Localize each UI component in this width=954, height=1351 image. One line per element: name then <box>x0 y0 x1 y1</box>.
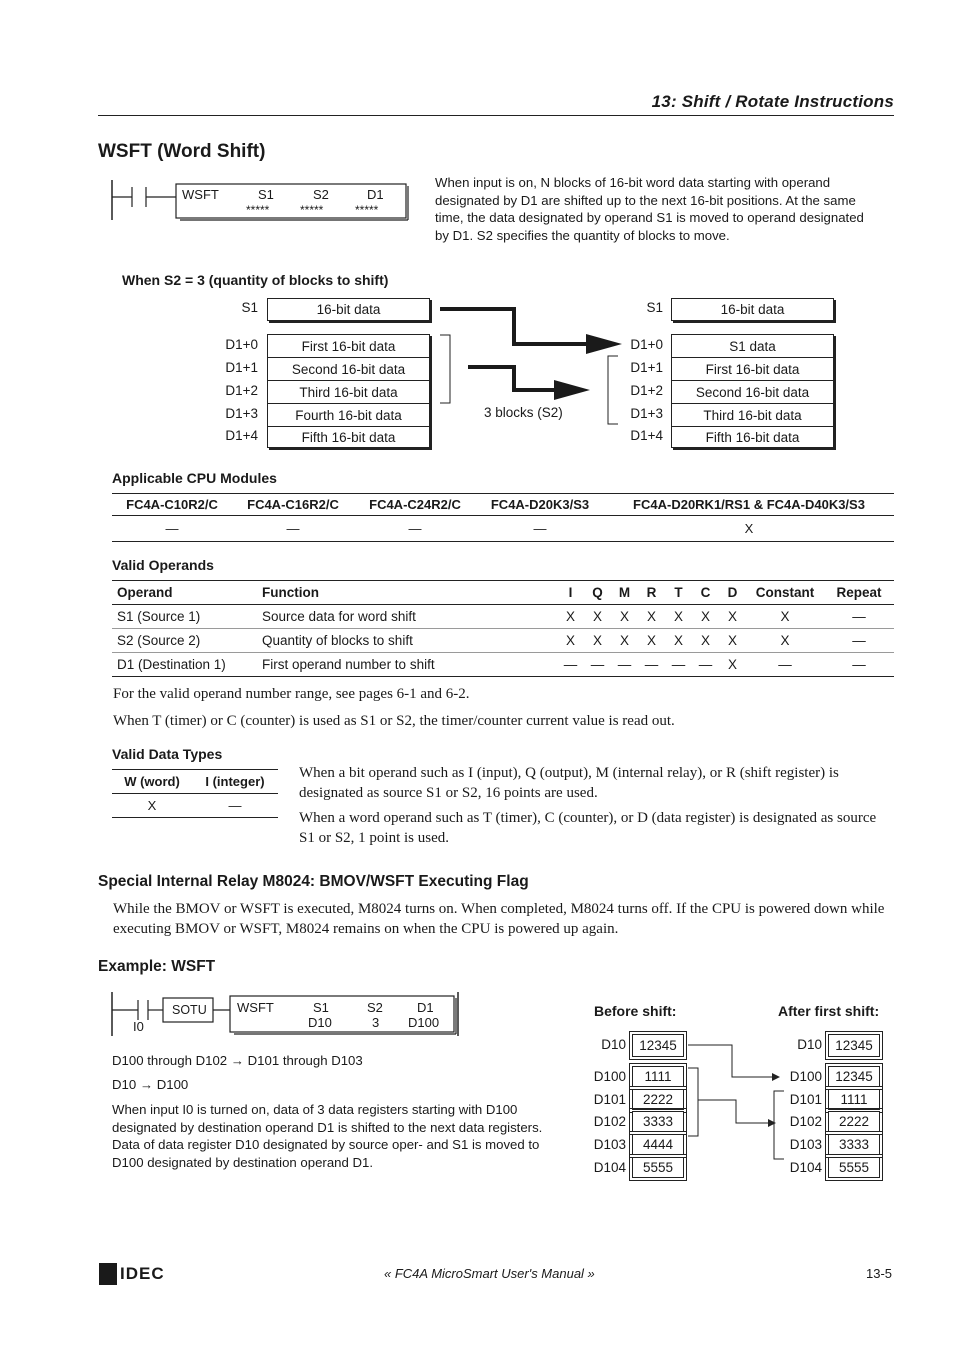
data-type-value: X <box>112 794 192 818</box>
cpu-modules-table <box>112 493 894 542</box>
operand-header: D <box>719 581 746 605</box>
before-label: D1+4 <box>225 428 258 443</box>
before-reg-value: 3333 <box>632 1111 684 1132</box>
example-value-s1: D10 <box>308 1015 332 1030</box>
operand-cell: X <box>584 605 611 629</box>
after-s1-label: S1 <box>646 300 663 315</box>
after-reg-label: D101 <box>789 1092 822 1107</box>
before-reg-label: D10 <box>601 1037 626 1052</box>
after-s1-box: 16-bit data <box>671 298 834 321</box>
after-data-cell: Second 16-bit data <box>671 380 834 403</box>
before-data-cell: Fifth 16-bit data <box>267 426 430 448</box>
before-reg-label: D100 <box>593 1069 626 1084</box>
before-reg-label: D102 <box>593 1114 626 1129</box>
footer-manual: « FC4A MicroSmart User's Manual » <box>384 1266 595 1281</box>
operand-cell: — <box>824 653 894 677</box>
cpu-header: FC4A-D20K3/S3 <box>476 494 604 516</box>
ladder-value-d1: ***** <box>355 203 379 217</box>
after-data-cell: Third 16-bit data <box>671 403 834 426</box>
operand-header: M <box>611 581 638 605</box>
ladder-operand-d1: D1 <box>367 187 384 202</box>
cpu-header: FC4A-C24R2/C <box>354 494 476 516</box>
cpu-value: — <box>476 516 604 542</box>
cpu-header: FC4A-C16R2/C <box>232 494 354 516</box>
before-shadow <box>430 336 432 450</box>
before-reg-value: 2222 <box>632 1089 684 1110</box>
after-reg-value: 12345 <box>828 1066 880 1087</box>
operand-cell: X <box>665 629 692 653</box>
example-value-d1: D100 <box>408 1015 440 1030</box>
operand-cell: X <box>611 605 638 629</box>
operand-header: Q <box>584 581 611 605</box>
before-data-cell: Second 16-bit data <box>267 357 430 380</box>
after-reg-value: 5555 <box>828 1157 880 1178</box>
operand-cell: X <box>746 629 824 653</box>
before-label: D1+1 <box>225 360 258 375</box>
after-label: D1+2 <box>630 383 663 398</box>
after-shift-title: After first shift: <box>778 1003 880 1019</box>
operand-cell: Quantity of blocks to shift <box>257 629 557 653</box>
operand-cell: — <box>638 653 665 677</box>
operand-cell: X <box>665 605 692 629</box>
cpu-value: X <box>604 516 894 542</box>
operand-cell: — <box>824 605 894 629</box>
example-value-s2: 3 <box>372 1015 380 1030</box>
ladder-operand-s1: S1 <box>258 187 274 202</box>
operand-header: Function <box>257 581 557 605</box>
example-title: Example: WSFT <box>98 958 216 975</box>
idec-logo <box>100 1264 165 1284</box>
operand-cell: X <box>611 629 638 653</box>
special-relay-text: While the BMOV or WSFT is executed, M8024 turns on. When completed, M8024 turns off. If the CPU is powered down while executing BMOV or WSFT, M8024 remains on when the CPU is powered up again. <box>113 901 885 937</box>
cpu-header: FC4A-C10R2/C <box>112 494 232 516</box>
operand-cell: X <box>692 605 719 629</box>
operand-cell: S1 (Source 1) <box>112 605 257 629</box>
example-mnemonic: WSFT <box>237 1000 274 1015</box>
before-shift-title: Before shift: <box>594 1003 677 1019</box>
example-sotu: SOTU <box>172 1003 207 1017</box>
after-label: D1+4 <box>630 428 663 443</box>
operand-cell: S2 (Source 2) <box>112 629 257 653</box>
data-type-header: W (word) <box>112 770 192 794</box>
after-reg-label: D104 <box>789 1160 822 1175</box>
operand-header: Operand <box>112 581 257 605</box>
data-type-value: — <box>192 794 278 818</box>
after-shadow <box>834 336 836 450</box>
example-operand-d1: D1 <box>417 1000 434 1015</box>
section-description: When input is on, N blocks of 16-bit word data starting with operand designated by D1 are shifted up to the next 16-bit positions. At the same time, the data designated by operand S1 is moved to operand designated by D1. S2 specifies the quantity of blocks to move. <box>435 175 864 243</box>
after-reg-value: 12345 <box>828 1034 880 1057</box>
operand-row <box>112 653 894 677</box>
shift-diagram-title: When S2 = 3 (quantity of blocks to shift) <box>122 272 389 288</box>
before-reg-value: 12345 <box>632 1034 684 1057</box>
data-type-header: I (integer) <box>192 770 278 794</box>
operand-cell: X <box>719 605 746 629</box>
operand-note-1: For the valid operand number range, see pages 6-1 and 6-2. <box>113 686 470 702</box>
before-label: D1+2 <box>225 383 258 398</box>
after-reg-value: 1111 <box>828 1089 880 1110</box>
after-data-cell: Fifth 16-bit data <box>671 426 834 448</box>
operand-cell: X <box>719 629 746 653</box>
before-shadow <box>269 448 432 450</box>
before-s1-box: 16-bit data <box>267 298 430 321</box>
special-relay-title: Special Internal Relay M8024: BMOV/WSFT Executing Flag <box>98 873 529 890</box>
ladder-value-s1: ***** <box>246 203 270 217</box>
operand-header: I <box>557 581 584 605</box>
after-reg-label: D103 <box>789 1137 822 1152</box>
operand-cell: — <box>665 653 692 677</box>
after-data-cell: S1 data <box>671 334 834 357</box>
example-input-label: I0 <box>133 1019 144 1034</box>
cpu-value: — <box>354 516 476 542</box>
after-label: D1+3 <box>630 406 663 421</box>
valid-operands-title: Valid Operands <box>112 557 214 573</box>
ladder-value-s2: ***** <box>300 203 324 217</box>
after-reg-value: 2222 <box>828 1111 880 1132</box>
operand-header: Repeat <box>824 581 894 605</box>
operand-header: C <box>692 581 719 605</box>
before-s1-label: S1 <box>241 300 258 315</box>
before-reg-label: D103 <box>593 1137 626 1152</box>
example-operand-s2: S2 <box>367 1000 383 1015</box>
after-reg-value: 3333 <box>828 1134 880 1155</box>
operand-cell: Source data for word shift <box>257 605 557 629</box>
operand-cell: First operand number to shift <box>257 653 557 677</box>
section-title: WSFT (Word Shift) <box>98 141 266 162</box>
before-data-cell: Third 16-bit data <box>267 380 430 403</box>
example-line-2: D10 → D100 <box>112 1077 189 1092</box>
operand-cell: — <box>557 653 584 677</box>
before-reg-value: 1111 <box>632 1066 684 1087</box>
operand-cell: — <box>746 653 824 677</box>
before-reg-label: D101 <box>593 1092 626 1107</box>
operand-cell: X <box>746 605 824 629</box>
operand-cell: — <box>824 629 894 653</box>
cpu-header: FC4A-D20RK1/RS1 & FC4A-D40K3/S3 <box>604 494 894 516</box>
operand-row <box>112 605 894 629</box>
data-types-text-2: When a word operand such as T (timer), C (counter), or D (data register) is designated as source S1 or S2, 1 point is used. <box>299 810 877 846</box>
operand-header: T <box>665 581 692 605</box>
valid-operands-table <box>112 580 894 677</box>
blocks-label: 3 blocks (S2) <box>484 405 563 420</box>
example-operand-s1: S1 <box>313 1000 329 1015</box>
operand-header: R <box>638 581 665 605</box>
operand-cell: D1 (Destination 1) <box>112 653 257 677</box>
after-reg-label: D100 <box>789 1069 822 1084</box>
after-reg-label: D102 <box>789 1114 822 1129</box>
ladder-mnemonic: WSFT <box>182 187 219 202</box>
operand-cell: X <box>584 629 611 653</box>
operand-cell: — <box>584 653 611 677</box>
operand-cell: X <box>638 605 665 629</box>
operand-header: Constant <box>746 581 824 605</box>
idec-logo-text: IDEC <box>120 1264 165 1283</box>
before-label: D1+3 <box>225 406 258 421</box>
operand-row <box>112 629 894 653</box>
before-reg-value: 5555 <box>632 1157 684 1178</box>
example-ladder-symbol <box>108 990 466 1038</box>
operand-cell: X <box>719 653 746 677</box>
chapter-title: 13: Shift / Rotate Instructions <box>651 92 894 111</box>
data-types-text-1: When a bit operand such as I (input), Q (output), M (internal relay), or R (shift register) is designated as source S1 or S2, 16 points are used. <box>299 765 839 801</box>
before-reg-label: D104 <box>593 1160 626 1175</box>
operand-cell: — <box>692 653 719 677</box>
footer-page: 13-5 <box>866 1266 893 1281</box>
after-shadow <box>673 448 836 450</box>
operand-cell: X <box>557 629 584 653</box>
example-line-1: D100 through D102 → D101 through D103 <box>112 1053 363 1068</box>
header-rule <box>98 115 894 116</box>
after-data-cell: First 16-bit data <box>671 357 834 380</box>
cpu-value: — <box>232 516 354 542</box>
after-reg-label: D10 <box>797 1037 822 1052</box>
cpu-value: — <box>112 516 232 542</box>
before-data-cell: First 16-bit data <box>267 334 430 357</box>
before-data-cell: Fourth 16-bit data <box>267 403 430 426</box>
valid-data-types-table <box>112 769 278 818</box>
operand-cell: — <box>611 653 638 677</box>
operand-cell: X <box>692 629 719 653</box>
cpu-modules-title: Applicable CPU Modules <box>112 470 277 486</box>
operand-cell: X <box>638 629 665 653</box>
valid-data-types-title: Valid Data Types <box>112 746 223 762</box>
before-label: D1+0 <box>225 337 258 352</box>
operand-cell: X <box>557 605 584 629</box>
before-reg-value: 4444 <box>632 1134 684 1155</box>
operand-note-2: When T (timer) or C (counter) is used as S1 or S2, the timer/counter current value is read out. <box>113 713 675 729</box>
ladder-operand-s2: S2 <box>313 187 329 202</box>
example-text: When input I0 is turned on, data of 3 data registers starting with D100 designated by destination operand D1 is shifted to the next data registers. Data of data register D10 designated by source oper- and S1 is moved to D100 designated by destination operand D1. <box>112 1102 543 1170</box>
after-label: D1+0 <box>630 337 663 352</box>
after-label: D1+1 <box>630 360 663 375</box>
